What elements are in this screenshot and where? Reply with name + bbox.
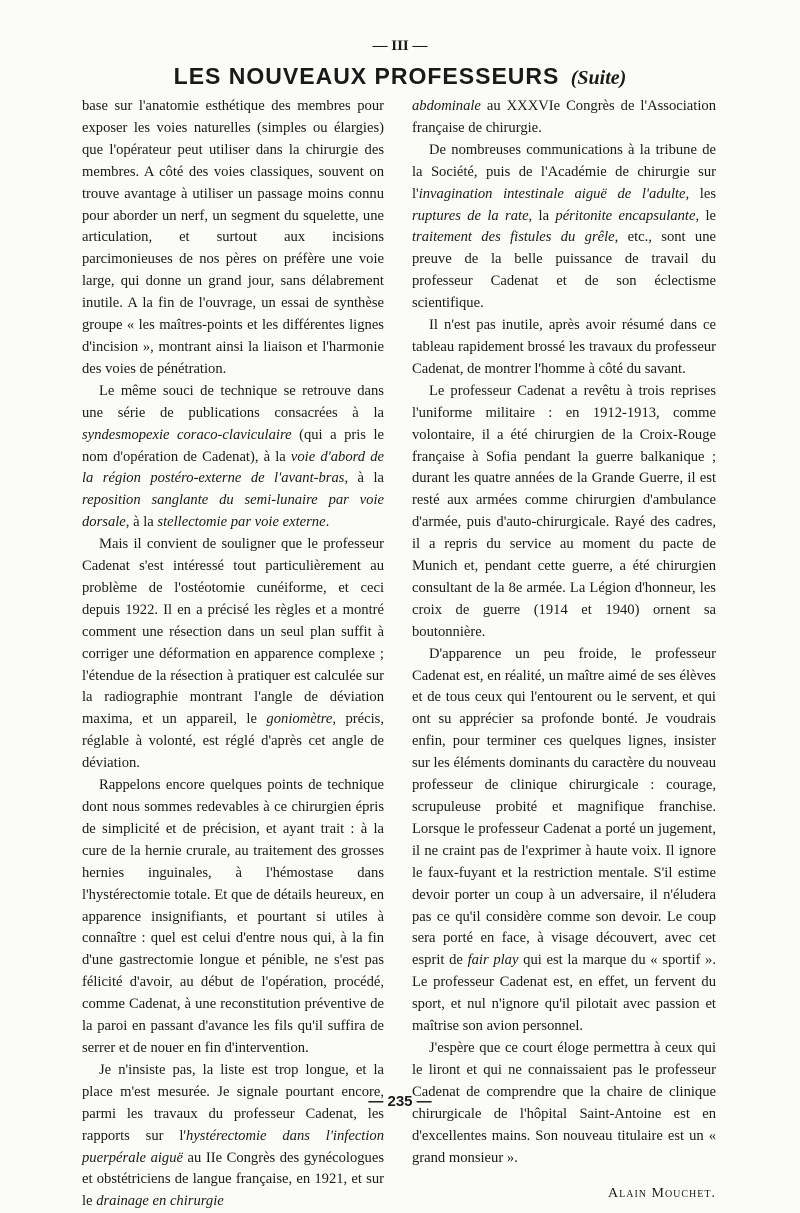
paragraph: J'espère que ce court éloge permettra à ceux qui le liront et qui ne connaissaient pas le professeur Cadenat de comprendre que la chaire de clinique chirurgicale de l'hôpital Saint-Antoine est en d'excellentes mains. Son nouveau titulaire est un « grand monsieur ». [412,1039,716,1166]
right-column [412,96,716,1205]
paragraph: Le professeur Cadenat a revêtu à trois reprises l'uniforme militaire : en 1912-1913, comme volontaire, il a été chirurgien de la Croix-Rouge française à Sofia pendant la guerre balkanique ; durant les quatre années de la Grande Guerre, il est resté aux armées comme chirurgien d'ambulance d'armée, puis d'auto-chirurgicale. Rayé des cadres, il a repris du service au moment du pacte de Munich et, pendant cette guerre, a été chirurgien consultant de la 8e armée. La Légion d'honneur, les croix de guerre (1914 et 1940) ornent sa boutonnière. [412,382,716,640]
paragraph: Je n'insiste pas, la liste est trop longue, et la place m'est mesurée. Je signale pourtant encore, parmi les travaux du professeur Cadenat, les rapports sur l'hystérectomie dans l'infection puerpérale aiguë au IIe Congrès des gynécologues et obstétriciens de langue française, en 1921, et sur le drainage en chirurgie [82,1061,384,1210]
paragraph: Rappelons encore quelques points de technique dont nous sommes redevables à ce chirurgien épris de simplicité et de précision, et ayant trait : à la cure de la hernie crurale, au traitement des grosses hernies inguinales, à l'hémostase dans l'hystérectomie totale. Et que de détails heureux, en apparence insignifiants, et pourtant si utiles à connaître : quel est celui d'entre nous qui, à la fin d'une gastrectomie longue et pénible, ne s'est pas félicité d'avoir, au début de l'opération, procédé, comme Cadenat, à une reconstitution préventive de la paroi en passant d'avance les fils qu'il suffira de serrer et de nouer en fin d'intervention. [82,777,384,1056]
article-title [0,63,800,90]
paragraph: abdominale au XXXVIe Congrès de l'Association française de chirurgie. [412,98,716,136]
author-signature: Alain Mouchet. [608,1186,716,1202]
page-number: — 235 — [368,1093,432,1110]
page-roman-numeral: — III — [372,38,428,54]
paragraph: Mais il convient de souligner que le professeur Cadenat s'est intéressé tout particulièrement au problème de l'ostéotomie cunéiforme, et ceci depuis 1922. Il en a précisé les règles et a montré comment une résection dans un seul plan suffit à corriger une déformation en apparence complexe ; l'étendue de la résection à pratiquer est calculée sur la radiographie montrant l'angle de déviation maxima, et un appareil, le goniomètre, précis, réglable à volonté, est réglé d'après cet angle de déviation. [82,536,384,772]
paragraph: De nombreuses communications à la tribune de la Société, puis de l'Académie de chirurgie sur l'invagination intestinale aiguë de l'adulte, les ruptures de la rate, la péritonite encapsulante, le traitement des fistules du grêle, etc., sont une preuve de la belle puissance de travail du professeur Cadenat et de son éclectisme scientifique. [412,141,716,312]
paragraph: Le même souci de technique se retrouve dans une série de publications consacrées à la syndesmopexie coraco-claviculaire (qui a pris le nom d'opération de Cadenat), à la voie d'abord de la région postéro-externe de l'avant-bras, à la reposition sanglante du semi-lunaire par voie dorsale, à la stellectomie par voie externe. [82,382,384,531]
paragraph: base sur l'anatomie esthétique des membres pour exposer les voies naturelles (simples ou élargies) que l'opérateur peut utiliser dans la chirurgie des membres. A côté des voies classiques, souvent on trouve avantage à utiliser un passage moins connu pour aborder un nerf, un segment du squelette, une articulation, et surtout aux incisions parcimonieuses de nos pères on préfère une voie large, qui donne un grand jour, sans délabrement inutile. A la fin de l'ouvrage, un essai de synthèse groupe « les maîtres-points et les différentes lignes d'incision », montrant ainsi la liaison et l'harmonie des voies de pénétration. [82,98,384,377]
title-suite: (Suite) [570,67,627,89]
paragraph: Il n'est pas inutile, après avoir résumé dans ce tableau rapidement brossé les travaux du professeur Cadenat, de montrer l'homme à côté du savant. [412,317,716,377]
left-column [82,96,384,1213]
title-text: LES NOUVEAUX PROFESSEURS [173,63,560,89]
paragraph: D'apparence un peu froide, le professeur Cadenat est, en réalité, un maître aimé de ses élèves et de tous ceux qui l'entourent ou le servent, et qui ont su apprécier sa profonde bonté. Je voudrais enfin, pour terminer ces quelques lignes, insister sur les éléments dominants du caractère du nouveau professeur de clinique chirurgicale : courage, scrupuleuse probité et magnifique franchise. Lorsque le professeur Cadenat a porté un jugement, il ne craint pas de l'exprimer à haute voix. Il ignore le faux-fuyant et la restriction mentale. S'il estime devoir porter un coup à un adversaire, il n'éludera pas ce qu'il considère comme son devoir. Le coup sera porté en face, à visage découvert, avec cet esprit de fair play qui est la marque du « sportif ». Le professeur Cadenat est, en effet, un fervent du sport, et nul n'ignore qu'il pilotait avec passion et maîtrise son avion personnel. [412,645,716,1035]
